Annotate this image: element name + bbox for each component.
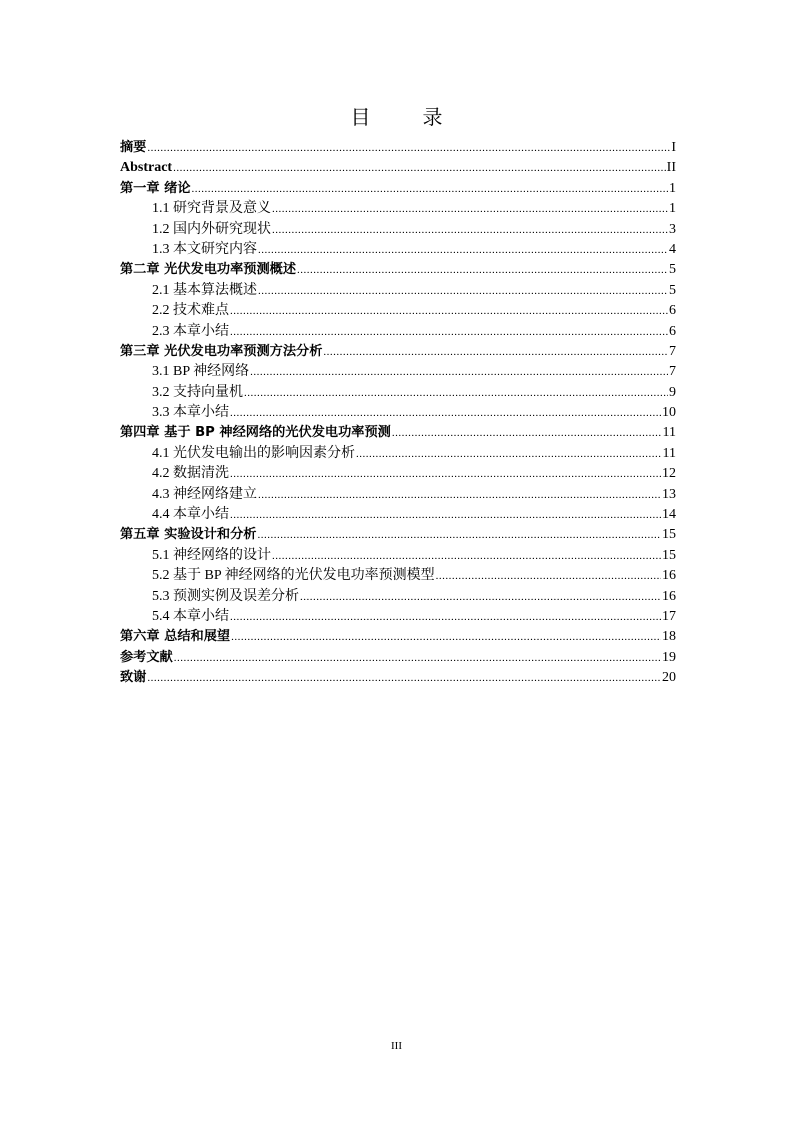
table-of-contents bbox=[120, 138, 676, 689]
toc-entry-label: 1.1 研究背景及意义 bbox=[152, 201, 271, 217]
toc-entry-page-number: 19 bbox=[662, 649, 676, 665]
toc-section-entry[interactable] bbox=[120, 220, 676, 240]
toc-entry-label: 第五章 实验设计和分析 bbox=[120, 527, 257, 543]
toc-section-entry[interactable] bbox=[120, 383, 676, 403]
toc-dot-leader bbox=[147, 668, 661, 688]
toc-dot-leader bbox=[272, 199, 668, 219]
toc-entry-label: 3.3 本章小结 bbox=[152, 405, 229, 421]
toc-entry-page-number: 18 bbox=[662, 629, 676, 645]
toc-entry-page-number: 13 bbox=[662, 486, 676, 502]
page-title: 目 录 bbox=[350, 105, 459, 129]
toc-entry-label: 第一章 绪论 bbox=[120, 180, 191, 196]
toc-dot-leader bbox=[272, 220, 668, 240]
toc-entry-page-number: 1 bbox=[669, 201, 676, 217]
toc-entry-label: 5.4 本章小结 bbox=[152, 608, 229, 624]
toc-entry-page-number: II bbox=[666, 160, 676, 176]
toc-entry-page-number: 20 bbox=[662, 670, 676, 686]
toc-entry-page-number: 11 bbox=[662, 425, 676, 441]
toc-entry-label: 1.2 国内外研究现状 bbox=[152, 221, 271, 237]
toc-entry-label: 3.2 支持向量机 bbox=[152, 384, 243, 400]
toc-entry-label: Abstract bbox=[120, 160, 173, 176]
toc-entry-label: 第三章 光伏发电功率预测方法分析 bbox=[120, 343, 323, 359]
toc-entry-label: 第六章 总结和展望 bbox=[120, 629, 231, 645]
toc-entry-label: 3.1 BP 神经网络 bbox=[152, 364, 250, 380]
toc-entry-label: 第二章 光伏发电功率预测概述 bbox=[120, 262, 297, 278]
toc-entry-page-number: 12 bbox=[662, 466, 676, 482]
toc-dot-leader bbox=[173, 158, 666, 178]
toc-dot-leader bbox=[192, 179, 668, 199]
toc-section-entry[interactable] bbox=[120, 607, 676, 627]
toc-entry-label: 1.3 本文研究内容 bbox=[152, 241, 257, 257]
toc-entry-page-number: 5 bbox=[669, 262, 676, 278]
toc-entry-page-number: 9 bbox=[669, 384, 676, 400]
toc-entry-label: 2.2 技术难点 bbox=[152, 303, 229, 319]
toc-entry-page-number: 10 bbox=[662, 405, 676, 421]
toc-entry-label: 4.1 光伏发电输出的影响因素分析 bbox=[152, 445, 355, 461]
toc-entry-label: 2.3 本章小结 bbox=[152, 323, 229, 339]
toc-entry-page-number: 14 bbox=[662, 507, 676, 523]
toc-chapter-entry[interactable] bbox=[120, 668, 676, 688]
toc-section-entry[interactable] bbox=[120, 485, 676, 505]
toc-chapter-entry[interactable] bbox=[120, 627, 676, 647]
toc-entry-page-number: 5 bbox=[669, 282, 676, 298]
toc-dot-leader bbox=[250, 362, 668, 382]
toc-section-entry[interactable] bbox=[120, 281, 676, 301]
toc-chapter-entry[interactable] bbox=[120, 260, 676, 280]
toc-dot-leader bbox=[258, 240, 668, 260]
toc-chapter-entry[interactable] bbox=[120, 179, 676, 199]
toc-section-entry[interactable] bbox=[120, 240, 676, 260]
toc-section-entry[interactable] bbox=[120, 587, 676, 607]
toc-dot-leader bbox=[258, 281, 668, 301]
toc-section-entry[interactable] bbox=[120, 546, 676, 566]
toc-dot-leader bbox=[392, 423, 662, 443]
toc-dot-leader bbox=[174, 648, 661, 668]
toc-chapter-entry[interactable] bbox=[120, 423, 676, 443]
toc-entry-label: 5.2 基于 BP 神经网络的光伏发电功率预测模型 bbox=[152, 568, 435, 584]
toc-entry-page-number: 3 bbox=[669, 221, 676, 237]
toc-entry-page-number: I bbox=[671, 140, 676, 155]
toc-dot-leader bbox=[230, 322, 668, 342]
toc-dot-leader bbox=[230, 505, 661, 525]
toc-entry-label: 2.1 基本算法概述 bbox=[152, 282, 257, 298]
toc-chapter-entry[interactable] bbox=[120, 648, 676, 668]
toc-entry-page-number: 17 bbox=[662, 608, 676, 624]
toc-dot-leader bbox=[297, 260, 668, 280]
toc-section-entry[interactable] bbox=[120, 505, 676, 525]
toc-entry-label: 4.3 神经网络建立 bbox=[152, 486, 257, 502]
toc-entry-page-number: 4 bbox=[669, 241, 676, 257]
toc-section-entry[interactable] bbox=[120, 444, 676, 464]
toc-dot-leader bbox=[356, 444, 662, 464]
toc-entry-page-number: 16 bbox=[662, 568, 676, 584]
toc-dot-leader bbox=[230, 607, 661, 627]
toc-entry-label: 5.3 预测实例及误差分析 bbox=[152, 588, 299, 604]
toc-entry-page-number: 6 bbox=[669, 323, 676, 339]
toc-entry-page-number: 6 bbox=[669, 303, 676, 319]
toc-entry-label: 参考文献 bbox=[120, 649, 173, 665]
toc-entry-label: 5.1 神经网络的设计 bbox=[152, 547, 271, 563]
toc-chapter-entry[interactable] bbox=[120, 138, 676, 158]
toc-section-entry[interactable] bbox=[120, 199, 676, 219]
toc-entry-label: 4.2 数据清洗 bbox=[152, 466, 229, 482]
toc-chapter-entry[interactable] bbox=[120, 342, 676, 362]
toc-dot-leader bbox=[323, 342, 668, 362]
toc-section-entry[interactable] bbox=[120, 464, 676, 484]
toc-entry-page-number: 1 bbox=[669, 180, 676, 196]
toc-section-entry[interactable] bbox=[120, 301, 676, 321]
toc-section-entry[interactable] bbox=[120, 362, 676, 382]
page-number: III bbox=[391, 1040, 402, 1052]
toc-dot-leader bbox=[231, 627, 661, 647]
toc-entry-page-number: 7 bbox=[669, 343, 676, 359]
toc-section-entry[interactable] bbox=[120, 566, 676, 586]
toc-section-entry[interactable] bbox=[120, 403, 676, 423]
toc-entry-label: 致谢 bbox=[120, 670, 147, 686]
toc-chapter-entry[interactable] bbox=[120, 525, 676, 545]
toc-dot-leader bbox=[147, 138, 670, 158]
toc-dot-leader bbox=[436, 566, 661, 586]
toc-entry-page-number: 16 bbox=[662, 588, 676, 604]
toc-entry-label: 4.4 本章小结 bbox=[152, 507, 229, 523]
toc-section-entry[interactable] bbox=[120, 322, 676, 342]
toc-entry-label: 第四章 基于 BP 神经网络的光伏发电功率预测 bbox=[120, 425, 391, 441]
toc-entry-page-number: 15 bbox=[662, 547, 676, 563]
toc-dot-leader bbox=[300, 587, 661, 607]
toc-dot-leader bbox=[230, 403, 661, 423]
toc-entry-label: 摘要 bbox=[120, 140, 147, 155]
toc-entry-page-number: 11 bbox=[662, 445, 676, 461]
toc-dot-leader bbox=[272, 546, 661, 566]
toc-entry-page-number: 7 bbox=[669, 364, 676, 380]
toc-dot-leader bbox=[230, 301, 668, 321]
toc-dot-leader bbox=[230, 464, 661, 484]
toc-entry-page-number: 15 bbox=[662, 527, 676, 543]
toc-dot-leader bbox=[257, 525, 661, 545]
toc-dot-leader bbox=[244, 383, 668, 403]
toc-dot-leader bbox=[258, 485, 661, 505]
toc-chapter-entry[interactable] bbox=[120, 158, 676, 178]
